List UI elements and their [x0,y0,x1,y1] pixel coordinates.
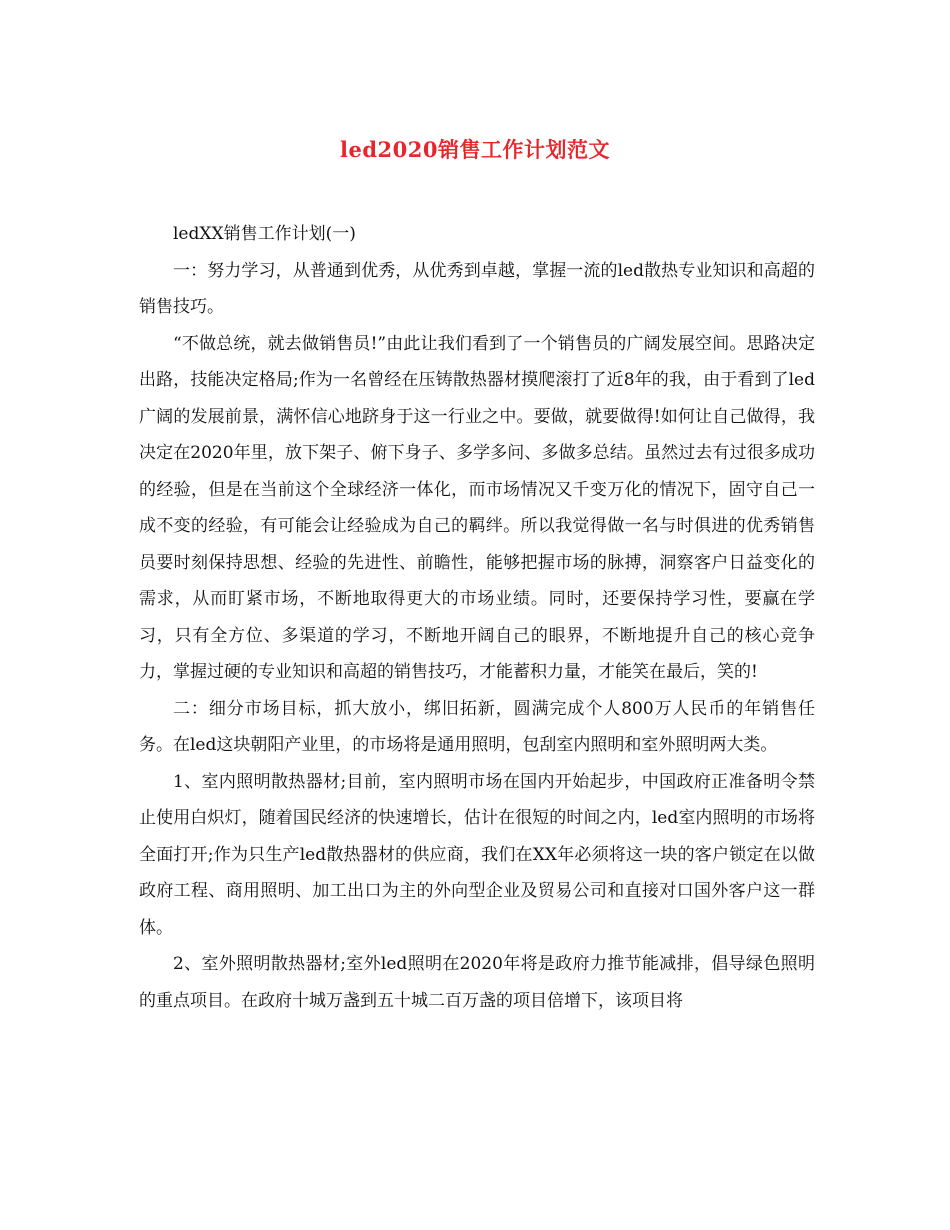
paragraph-indoor-lighting: 1、室内照明散热器材;目前，室内照明市场在国内开始起步，中国政府正准备明令禁止使用白炽灯，随着国民经济的快速增长，估计在很短的时间之内，led室内照明的市场将全面打开;作为只生产led散热器材的供应商，我们在XX年必须将这一块的客户锁定在以做政府工程、商用照明、加工出口为主的外向型企业及贸易公司和直接对口国外客户这一群体。 [139,771,815,938]
paragraph-salesman: “不做总统，就去做销售员!”由此让我们看到了一个销售员的广阔发展空间。思路决定出路，技能决定格局;作为一名曾经在压铸散热器材摸爬滚打了近8年的我，由于看到了led广阔的发展前景，满怀信心地跻身于这一行业之中。要做，就要做得!如何让自己做得，我决定在2020年里，放下架子、俯下身子、多学多问、多做多总结。虽然过去有过很多成功的经验，但是在当前这个全球经济一体化，而市场情况又千变万化的情况下，固守自己一成不变的经验，有可能会让经验成为自己的羁绊。所以我觉得做一名与时俱进的优秀销售员要时刻保持思想、经验的先进性、前瞻性，能够把握市场的脉搏，洞察客户日益变化的需求，从而盯紧市场，不断地取得更大的市场业绩。同时，还要保持学习性，要赢在学习，只有全方位、多渠道的学习，不断地开阔自己的眼界，不断地提升自己的核心竞争力，掌握过硬的专业知识和高超的销售技巧，才能蓄积力量，才能笑在最后，笑的! [139,333,815,682]
paragraph-learning: 一：努力学习，从普通到优秀，从优秀到卓越，掌握一流的led散热专业知识和高超的销售技巧。 [139,260,815,317]
document-body [139,216,815,1019]
section-heading: ledXX销售工作计划(一) [173,224,356,244]
document-title: led2020销售工作计划范文 [340,137,610,162]
paragraph-market-target: 二：细分市场目标，抓大放小，绑旧拓新，圆满完成个人800万人民币的年销售任务。在led这块朝阳产业里，的市场将是通用照明，包刮室内照明和室外照明两大类。 [139,698,815,755]
paragraph-outdoor-lighting: 2、室外照明散热器材;室外led照明在2020年将是政府力推节能减排，倡导绿色照明的重点项目。在政府十城万盏到五十城二百万盏的项目倍增下，该项目将 [139,954,815,1011]
